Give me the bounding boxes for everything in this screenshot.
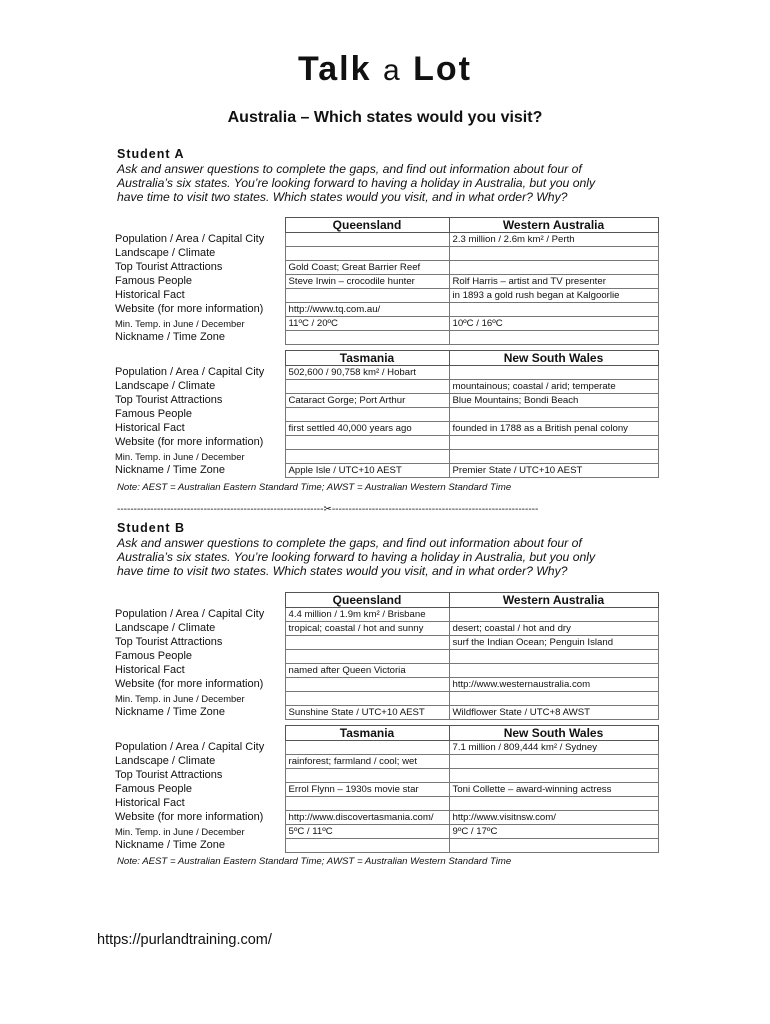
row-label: Website (for more information) <box>115 810 264 823</box>
table-cell: Toni Collette – award-winning actress <box>449 783 658 797</box>
state-header: Western Australia <box>449 218 658 233</box>
table-header-row <box>113 351 658 366</box>
table-cell: http://www.discovertasmania.com/ <box>285 811 449 825</box>
row-label: Historical Fact <box>115 796 185 809</box>
table-header-row <box>113 218 658 233</box>
row-label: Population / Area / Capital City <box>115 607 265 620</box>
table-cell: Blue Mountains; Bondi Beach <box>449 394 658 408</box>
table-cell <box>449 650 658 664</box>
table-cell <box>285 636 449 650</box>
row-label: Population / Area / Capital City <box>115 232 265 245</box>
table-cell <box>285 450 449 464</box>
table-row <box>113 408 658 422</box>
table-row <box>113 233 658 247</box>
table-cell <box>449 303 658 317</box>
header-blank <box>113 593 285 608</box>
table-row <box>113 450 658 464</box>
table-cell: Gold Coast; Great Barrier Reef <box>285 261 449 275</box>
table-cell: 5ºC / 11ºC <box>285 825 449 839</box>
table-row <box>113 261 658 275</box>
table-row <box>113 275 658 289</box>
table-cell: Wildflower State / UTC+8 AWST <box>449 706 658 720</box>
row-label: Historical Fact <box>115 288 185 301</box>
table-row <box>113 692 658 706</box>
instruction-line: Australia’s six states. You’re looking forward to having a holiday in Australia, but you only <box>117 176 596 190</box>
table-row <box>113 331 658 345</box>
row-label: Min. Temp. in June / December <box>115 825 245 837</box>
instruction-line: Ask and answer questions to complete the gaps, and find out information about four of <box>117 536 582 550</box>
student-b-instructions <box>117 536 657 578</box>
state-header: New South Wales <box>449 726 658 741</box>
row-label: Top Tourist Attractions <box>115 260 223 273</box>
table-cell <box>449 408 658 422</box>
student-b-table-1 <box>113 592 659 720</box>
student-b-table-2 <box>113 725 659 853</box>
row-label: Famous People <box>115 274 193 287</box>
table-cell <box>285 797 449 811</box>
table-cell: Apple Isle / UTC+10 AEST <box>285 464 449 478</box>
table-cell: http://www.visitnsw.com/ <box>449 811 658 825</box>
instruction-line: have time to visit two states. Which states would you visit, and in what order? Why? <box>117 564 568 578</box>
row-label: Landscape / Climate <box>115 246 216 259</box>
state-header: Tasmania <box>285 726 449 741</box>
note-a: Note: AEST = Australian Eastern Standard Time; AWST = Australian Western Standard Time <box>117 482 512 493</box>
table-row <box>113 303 658 317</box>
row-label: Nickname / Time Zone <box>115 330 226 343</box>
table-cell: in 1893 a gold rush began at Kalgoorlie <box>449 289 658 303</box>
cut-line: --------------------------------------------------------------✂-------------------------------------------------------------- <box>117 504 539 515</box>
table-row <box>113 422 658 436</box>
row-label: Landscape / Climate <box>115 754 216 767</box>
student-a-table-2 <box>113 350 659 478</box>
table-cell: mountainous; coastal / arid; temperate <box>449 380 658 394</box>
instruction-line: Australia’s six states. You’re looking forward to having a holiday in Australia, but you only <box>117 550 596 564</box>
student-a-instructions <box>117 162 657 204</box>
table-cell <box>449 436 658 450</box>
table-row <box>113 436 658 450</box>
state-header: Queensland <box>285 593 449 608</box>
table-row <box>113 811 658 825</box>
table-row <box>113 783 658 797</box>
table-cell: Rolf Harris – artist and TV presenter <box>449 275 658 289</box>
row-label: Famous People <box>115 782 193 795</box>
table-cell <box>285 233 449 247</box>
table-row <box>113 380 658 394</box>
row-label: Nickname / Time Zone <box>115 705 226 718</box>
table-cell: 502,600 / 90,758 km² / Hobart <box>285 366 449 380</box>
table-cell: named after Queen Victoria <box>285 664 449 678</box>
table-header-row <box>113 726 658 741</box>
table-cell: first settled 40,000 years ago <box>285 422 449 436</box>
table-cell <box>285 741 449 755</box>
table-cell <box>285 380 449 394</box>
table-row <box>113 741 658 755</box>
table-cell <box>449 755 658 769</box>
table-cell: 2.3 million / 2.6m km² / Perth <box>449 233 658 247</box>
table-row <box>113 678 658 692</box>
header-blank <box>113 351 285 366</box>
table-row <box>113 366 658 380</box>
page-title <box>0 50 770 89</box>
table-cell: rainforest; farmland / cool; wet <box>285 755 449 769</box>
row-label: Min. Temp. in June / December <box>115 692 245 704</box>
row-label: Population / Area / Capital City <box>115 365 265 378</box>
header-blank <box>113 218 285 233</box>
row-label: Nickname / Time Zone <box>115 838 226 851</box>
table-row <box>113 755 658 769</box>
instruction-line: Ask and answer questions to complete the gaps, and find out information about four of <box>117 162 582 176</box>
table-cell <box>449 608 658 622</box>
row-label: Landscape / Climate <box>115 621 216 634</box>
table-row <box>113 706 658 720</box>
table-cell: founded in 1788 as a British penal colony <box>449 422 658 436</box>
table-row <box>113 636 658 650</box>
row-label: Min. Temp. in June / December <box>115 450 245 462</box>
table-cell <box>449 247 658 261</box>
table-cell <box>449 692 658 706</box>
table-cell <box>285 289 449 303</box>
table-cell <box>449 664 658 678</box>
table-cell <box>285 331 449 345</box>
row-label: Top Tourist Attractions <box>115 768 223 781</box>
table-row <box>113 769 658 783</box>
table-cell <box>449 769 658 783</box>
table-cell: Errol Flynn – 1930s movie star <box>285 783 449 797</box>
table-row <box>113 622 658 636</box>
instruction-line: have time to visit two states. Which states would you visit, and in what order? Why? <box>117 190 568 204</box>
title-word-a: a <box>382 54 402 87</box>
row-label: Historical Fact <box>115 421 185 434</box>
row-label: Landscape / Climate <box>115 379 216 392</box>
table-row <box>113 839 658 853</box>
table-cell <box>285 650 449 664</box>
table-cell: 9ºC / 17ºC <box>449 825 658 839</box>
state-header: Western Australia <box>449 593 658 608</box>
table-cell <box>285 769 449 783</box>
table-cell: 4.4 million / 1.9m km² / Brisbane <box>285 608 449 622</box>
table-cell: http://www.tq.com.au/ <box>285 303 449 317</box>
table-row <box>113 464 658 478</box>
table-row <box>113 317 658 331</box>
table-cell: surf the Indian Ocean; Penguin Island <box>449 636 658 650</box>
row-label: Website (for more information) <box>115 302 264 315</box>
row-label: Website (for more information) <box>115 435 264 448</box>
table-cell <box>285 247 449 261</box>
header-blank <box>113 726 285 741</box>
state-header: Queensland <box>285 218 449 233</box>
table-cell <box>285 408 449 422</box>
table-cell: Steve Irwin – crocodile hunter <box>285 275 449 289</box>
table-cell <box>449 366 658 380</box>
table-cell: tropical; coastal / hot and sunny <box>285 622 449 636</box>
footer-url: https://purlandtraining.com/ <box>97 932 272 948</box>
row-label: Top Tourist Attractions <box>115 393 223 406</box>
page-subtitle: Australia – Which states would you visit? <box>227 109 543 126</box>
table-cell: http://www.westernaustralia.com <box>449 678 658 692</box>
row-label: Top Tourist Attractions <box>115 635 223 648</box>
table-cell: 7.1 million / 809,444 km² / Sydney <box>449 741 658 755</box>
table-cell: desert; coastal / hot and dry <box>449 622 658 636</box>
student-a-table-1 <box>113 217 659 345</box>
table-cell <box>449 331 658 345</box>
row-label: Historical Fact <box>115 663 185 676</box>
row-label: Famous People <box>115 407 193 420</box>
table-cell <box>449 797 658 811</box>
table-row <box>113 825 658 839</box>
table-cell <box>449 839 658 853</box>
row-label: Website (for more information) <box>115 677 264 690</box>
table-cell <box>285 436 449 450</box>
student-b-heading: Student B <box>117 521 186 535</box>
table-cell <box>285 692 449 706</box>
table-row <box>113 394 658 408</box>
title-word-talk: Talk <box>298 50 372 88</box>
note-b: Note: AEST = Australian Eastern Standard Time; AWST = Australian Western Standard Time <box>117 856 512 867</box>
row-label: Min. Temp. in June / December <box>115 317 245 329</box>
table-row <box>113 608 658 622</box>
table-cell <box>449 450 658 464</box>
table-cell: Sunshine State / UTC+10 AEST <box>285 706 449 720</box>
table-cell: Cataract Gorge; Port Arthur <box>285 394 449 408</box>
student-a-heading: Student A <box>117 147 185 161</box>
table-header-row <box>113 593 658 608</box>
table-cell <box>285 839 449 853</box>
table-row <box>113 247 658 261</box>
row-label: Nickname / Time Zone <box>115 463 226 476</box>
row-label: Population / Area / Capital City <box>115 740 265 753</box>
table-cell <box>285 678 449 692</box>
table-cell <box>449 261 658 275</box>
table-row <box>113 650 658 664</box>
table-cell: Premier State / UTC+10 AEST <box>449 464 658 478</box>
table-row <box>113 797 658 811</box>
table-cell: 10ºC / 16ºC <box>449 317 658 331</box>
table-cell: 11ºC / 20ºC <box>285 317 449 331</box>
row-label: Famous People <box>115 649 193 662</box>
title-word-lot: Lot <box>413 50 472 88</box>
table-row <box>113 664 658 678</box>
state-header: Tasmania <box>285 351 449 366</box>
state-header: New South Wales <box>449 351 658 366</box>
table-row <box>113 289 658 303</box>
